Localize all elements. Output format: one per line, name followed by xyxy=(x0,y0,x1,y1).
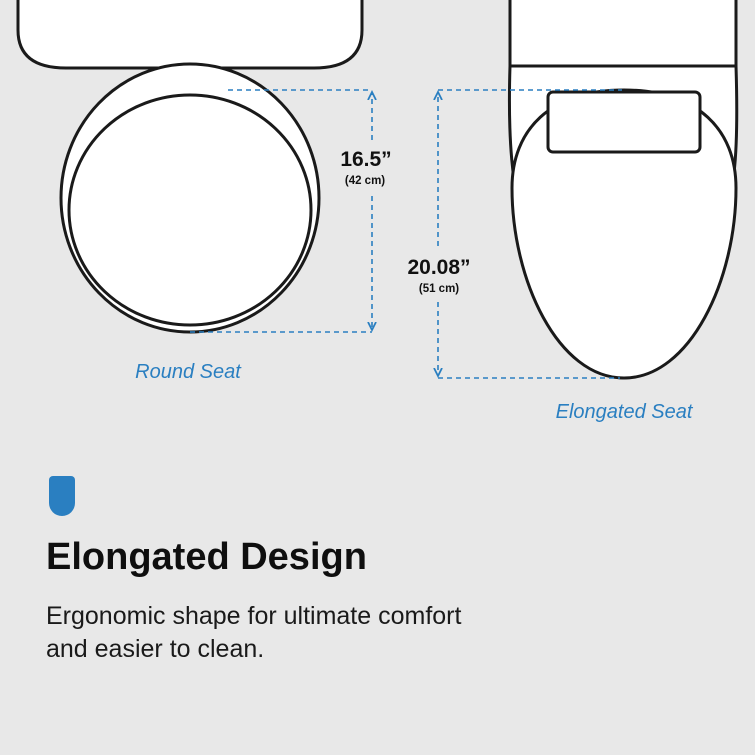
round-toilet-tank xyxy=(18,0,362,68)
round-toilet-illustration xyxy=(18,0,362,332)
round-seat-label: Round Seat xyxy=(135,361,241,383)
round-dimension-value: 16.5” xyxy=(340,148,392,171)
elongated-seat-label: Elongated Seat xyxy=(555,401,693,423)
elongated-toilet-illustration xyxy=(509,0,736,378)
feature-description xyxy=(46,600,461,666)
feature-description-line-2: and easier to clean. xyxy=(46,635,265,663)
feature-title: Elongated Design xyxy=(46,536,367,578)
round-dimension-metric: (42 cm) xyxy=(344,175,386,187)
feature-description-line-1: Ergonomic shape for ultimate comfort xyxy=(46,602,462,630)
round-seat-lid xyxy=(69,95,311,325)
elongated-dimension-metric: (51 cm) xyxy=(418,283,460,295)
elongated-dimension-value: 20.08” xyxy=(407,256,471,279)
elongated-seat-hinge-cover xyxy=(548,92,700,152)
seat-shape-icon xyxy=(49,476,75,516)
elongated-toilet-tank xyxy=(510,0,736,66)
